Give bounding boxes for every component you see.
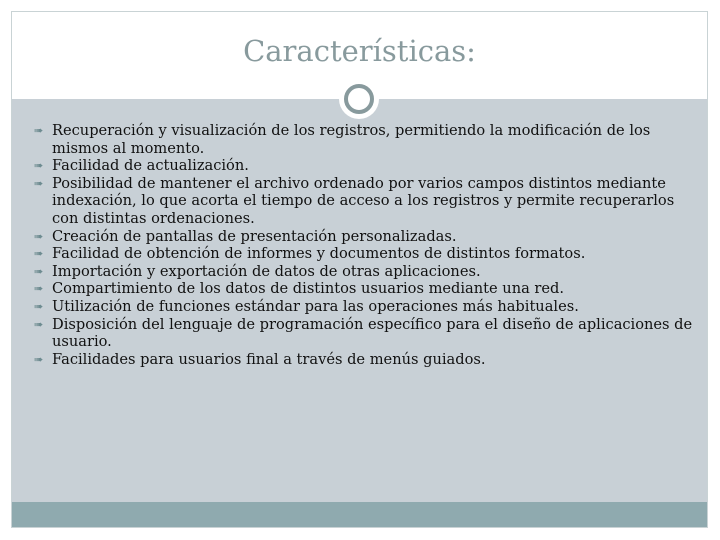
bullet-arrow-icon: ➠	[34, 176, 44, 190]
bullet-item	[24, 263, 696, 281]
bullet-arrow-icon: ➠	[34, 247, 44, 261]
bullet-item	[24, 228, 696, 246]
bullet-arrow-icon: ➠	[34, 264, 44, 278]
bullet-text: Facilidades para usuarios final a través de menús guiados.	[52, 350, 486, 368]
bullet-text: Facilidad de obtención de informes y documentos de distintos formatos.	[52, 245, 586, 263]
bullet-item	[24, 351, 696, 369]
footer-bar	[12, 502, 707, 527]
ring-inner	[344, 84, 374, 114]
bullet-arrow-icon: ➠	[34, 317, 44, 331]
bullet-arrow-icon: ➠	[34, 282, 44, 296]
bullet-item	[24, 175, 696, 228]
bullet-text: Disposición del lenguaje de programación específico para el diseño de aplicaciones de usuario.	[52, 315, 693, 351]
bullet-text: Utilización de funciones estándar para las operaciones más habituales.	[52, 297, 579, 315]
bullet-text: Compartimiento de los datos de distintos usuarios mediante una red.	[52, 280, 565, 298]
ring-icon	[339, 79, 379, 119]
bullet-arrow-icon: ➠	[34, 229, 44, 243]
bullet-item	[24, 298, 696, 316]
bullet-text: Facilidad de actualización.	[52, 157, 249, 175]
bullet-item	[24, 122, 696, 157]
bullet-arrow-icon: ➠	[34, 159, 44, 173]
bullet-arrow-icon: ➠	[34, 124, 44, 137]
bullet-item	[24, 245, 696, 263]
bullet-list	[24, 122, 696, 368]
bullet-item	[24, 157, 696, 175]
slide-title: Características:	[243, 34, 476, 68]
bullet-item	[24, 280, 696, 298]
bullet-item	[24, 316, 696, 351]
bullet-arrow-icon: ➠	[34, 299, 44, 313]
bullet-arrow-icon: ➠	[34, 352, 44, 366]
bullet-text: Posibilidad de mantener el archivo ordenado por varios campos distintos mediante indexación, lo que acorta el tiempo de acceso a los registros y permite recuperarlos con distintas ordenaciones.	[52, 174, 675, 227]
bullet-text: Creación de pantallas de presentación personalizadas.	[52, 227, 457, 245]
bullet-text: Importación y exportación de datos de otras aplicaciones.	[52, 262, 481, 280]
bullet-text: Recuperación y visualización de los registros, permitiendo la modificación de los mismos al momento.	[52, 122, 651, 157]
